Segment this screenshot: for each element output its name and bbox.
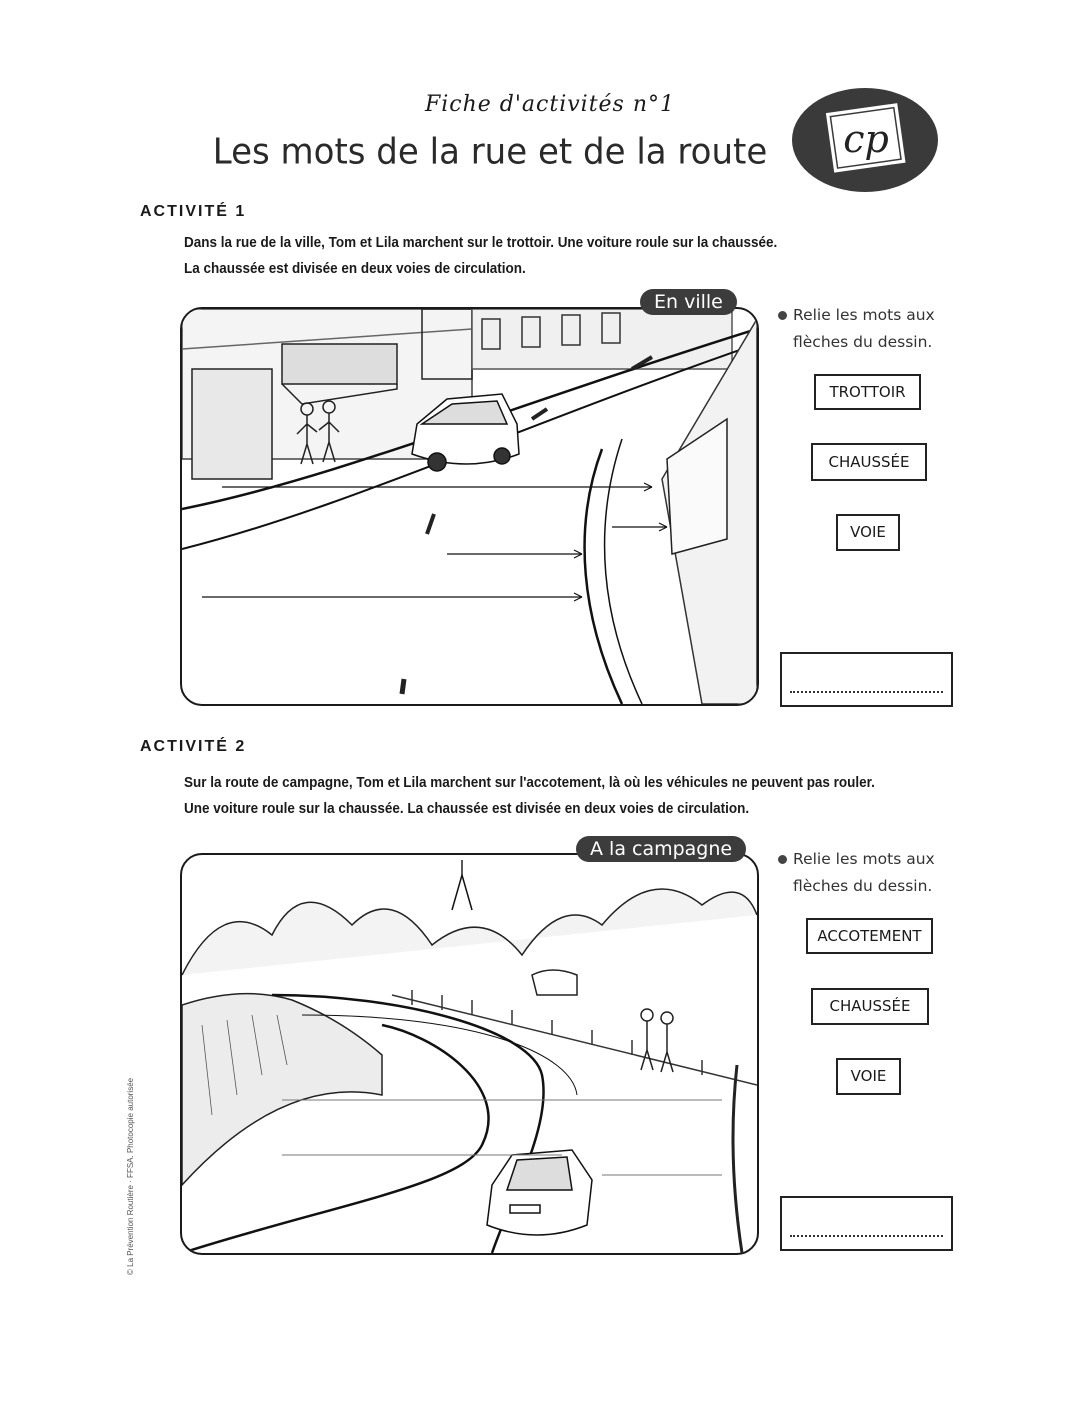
- city-scene-illustration: [180, 307, 759, 706]
- bullet-icon: [778, 855, 787, 864]
- page-title: Les mots de la rue et de la route: [212, 131, 768, 173]
- cp-logo: [790, 86, 940, 194]
- activity-1-prompt: [778, 302, 935, 356]
- scene-label-city: En ville: [640, 289, 737, 315]
- activity-1-prompt-line-2: flèches du dessin.: [793, 333, 933, 351]
- activity-1-instruction-2: La chaussée est divisée en deux voies de circulation.: [184, 261, 526, 277]
- word-card-accotement[interactable]: ACCOTEMENT: [806, 918, 933, 954]
- copyright-credit: © La Prévention Routière · FFSA. Photocopie autorisée: [126, 1077, 135, 1275]
- bullet-icon: [778, 311, 787, 320]
- activity-1-prompt-line-1: Relie les mots aux: [793, 306, 935, 324]
- activity-1-heading: ACTIVITÉ 1: [140, 203, 247, 220]
- activity-2-instruction-1: Sur la route de campagne, Tom et Lila marchent sur l'accotement, là où les véhicules ne peuvent pas rouler.: [184, 775, 875, 791]
- answer-line: [790, 1235, 943, 1237]
- activity-2-heading: ACTIVITÉ 2: [140, 738, 247, 755]
- word-card-chaussee-1[interactable]: CHAUSSÉE: [811, 443, 927, 481]
- activity-1-instruction-1: Dans la rue de la ville, Tom et Lila marchent sur le trottoir. Une voiture roule sur la chaussée.: [184, 235, 778, 251]
- activity-2-prompt-line-1: Relie les mots aux: [793, 850, 935, 868]
- worksheet-subtitle: Fiche d'activités n°1: [424, 92, 676, 117]
- countryside-scene-illustration: [180, 853, 759, 1255]
- scene-label-countryside: A la campagne: [576, 836, 746, 862]
- word-card-voie-1[interactable]: VOIE: [836, 514, 900, 551]
- answer-box-activity-1[interactable]: [780, 652, 953, 707]
- activity-2-instruction-2: Une voiture roule sur la chaussée. La chaussée est divisée en deux voies de circulation.: [184, 801, 750, 817]
- word-card-voie-2[interactable]: VOIE: [836, 1058, 901, 1095]
- answer-box-activity-2[interactable]: [780, 1196, 953, 1251]
- word-card-trottoir[interactable]: TROTTOIR: [814, 374, 921, 410]
- word-card-chaussee-2[interactable]: CHAUSSÉE: [811, 988, 929, 1025]
- cp-logo-text: cp: [843, 117, 889, 161]
- activity-2-prompt: [778, 846, 935, 900]
- answer-line: [790, 691, 943, 693]
- activity-2-prompt-line-2: flèches du dessin.: [793, 877, 933, 895]
